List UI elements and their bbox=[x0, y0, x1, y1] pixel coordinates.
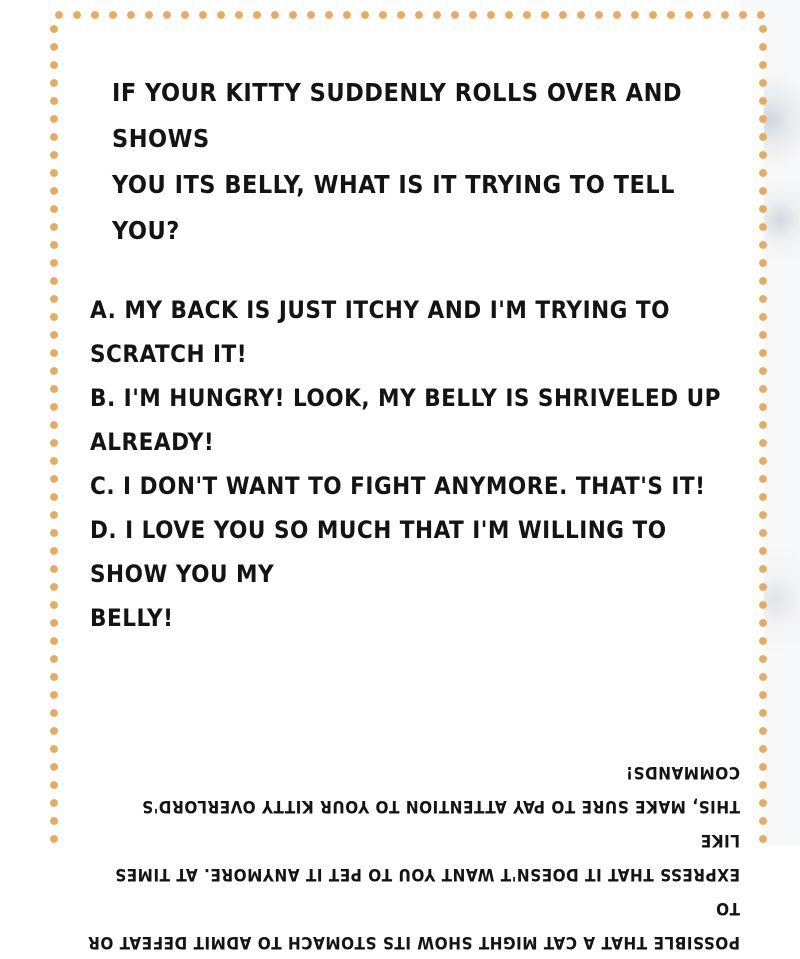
answer-options bbox=[90, 288, 730, 640]
question-line-1: IF YOUR KITTY SUDDENLY ROLLS OVER AND SHOWS bbox=[112, 78, 683, 153]
quiz-question bbox=[112, 70, 702, 254]
option-d-continued: BELLY! bbox=[90, 604, 174, 632]
dotted-border-left bbox=[49, 20, 59, 845]
dotted-border-right bbox=[758, 20, 768, 845]
dotted-border-top bbox=[50, 10, 770, 20]
option-a: A. MY BACK IS JUST ITCHY AND I'M TRYING TO SCRATCH IT! bbox=[90, 296, 670, 368]
answer-line-3: THIS, MAKE SURE TO PAY ATTENTION TO YOUR KITTY OVERLORD'S COMMANDS! bbox=[141, 762, 740, 816]
upside-down-answer bbox=[70, 755, 740, 959]
question-line-2: YOU ITS BELLY, WHAT IS IT TRYING TO TELL YOU? bbox=[112, 170, 676, 245]
answer-line-1: POSSIBLE THAT A CAT MIGHT SHOW ITS STOMACH TO ADMIT DEFEAT OR TO bbox=[87, 898, 740, 952]
option-d: D. I LOVE YOU SO MUCH THAT I'M WILLING TO SHOW YOU MY bbox=[90, 516, 667, 588]
option-b: B. I'M HUNGRY! LOOK, MY BELLY IS SHRIVELED UP ALREADY! bbox=[90, 384, 721, 456]
option-c: C. I DON'T WANT TO FIGHT ANYMORE. THAT'S IT! bbox=[90, 472, 706, 500]
answer-line-2: EXPRESS THAT IT DOESN'T WANT YOU TO PET IT ANYMORE. AT TIMES LIKE bbox=[114, 830, 740, 884]
